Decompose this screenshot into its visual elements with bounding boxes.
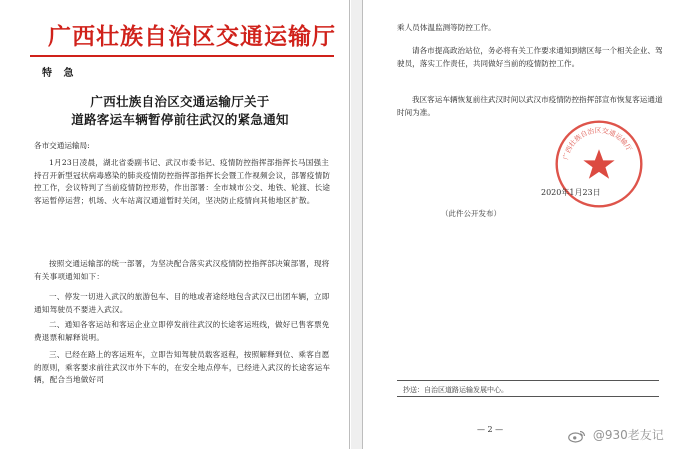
body-paragraph: 按照交通运输部的统一部署，为坚决配合落实武汉疫情防控指挥部决策部署，现将有关事项通知如下： [34,259,330,281]
watermark-text: @930老友记 [592,428,664,442]
addressee: 各市交通运输局: [34,141,90,150]
weibo-watermark [568,426,664,444]
cc-line: 抄送：自治区道路运输发展中心。 [403,386,508,394]
notice-title-line-1: 广西壮族自治区交通运输厅关于 [90,94,270,109]
body-paragraph: 三、已经在路上的客运班车，立即告知驾驶员载客返程，按照解释到位、乘客自愿的原则，乘客要求前往武汉市外下车的，在安全地点停车，已经进入武汉的长途客运车辆，配合当地做好司 [34,350,331,385]
body-paragraph: 乘人员体温监测等防控工作。 [397,23,496,32]
body-paragraph: 1月23日凌晨，湖北省委副书记、武汉市委书记、疫情防控指挥部指挥长马国强主持召开新型冠状病毒感染的肺炎疫情防控指挥部指挥长会暨工作视频会议，部署疫情防控工作，会议特判了当前疫情防控形势，作出部署：全市城市公交、地铁、轮渡、长途客运暂停运营；机场、火车站离汉通道暂时关闭，坚决防止疫情向其他地区扩散。 [34,158,331,205]
masthead-red-rule [30,55,334,57]
body-paragraph: 请各市提高政治站位，务必将有关工作要求通知到辖区每一个相关企业、驾驶员，落实工作责任，共同做好当前的疫情防控工作。 [397,46,663,68]
urgency-label: 特 急 [42,68,78,79]
body-paragraph: 二、通知各客运站和客运企业立即停发前往武汉的长途客运班线，做好已售客票免费退票和解释说明。 [34,320,330,342]
cc-top-rule [397,380,659,381]
page-gutter [351,0,362,449]
notice-title-line-2: 道路客运车辆暂停前往武汉的紧急通知 [71,112,289,127]
signature-date: 2020年1月23日 [541,188,601,197]
weibo-icon [568,429,586,443]
masthead-title: 广西壮族自治区交通运输厅 [48,24,336,50]
body-paragraph: 一、停发一切进入武汉的旅游包车、目的地或者途经地包含武汉已出团车辆，立即通知驾驶员不要进入武汉。 [34,292,330,314]
public-release-note: （此件公开发布） [441,209,501,218]
document-page-2 [362,0,690,449]
cc-bottom-rule [397,396,659,397]
page-number: — 2 — [477,425,504,434]
svg-text:广西壮族自治区交通运输厅: 广西壮族自治区交通运输厅 [561,126,634,161]
body-paragraph: 我区客运车辆恢复前往武汉时间以武汉市疫情防控指挥部宣布恢复客运通道时间为准。 [397,95,663,117]
